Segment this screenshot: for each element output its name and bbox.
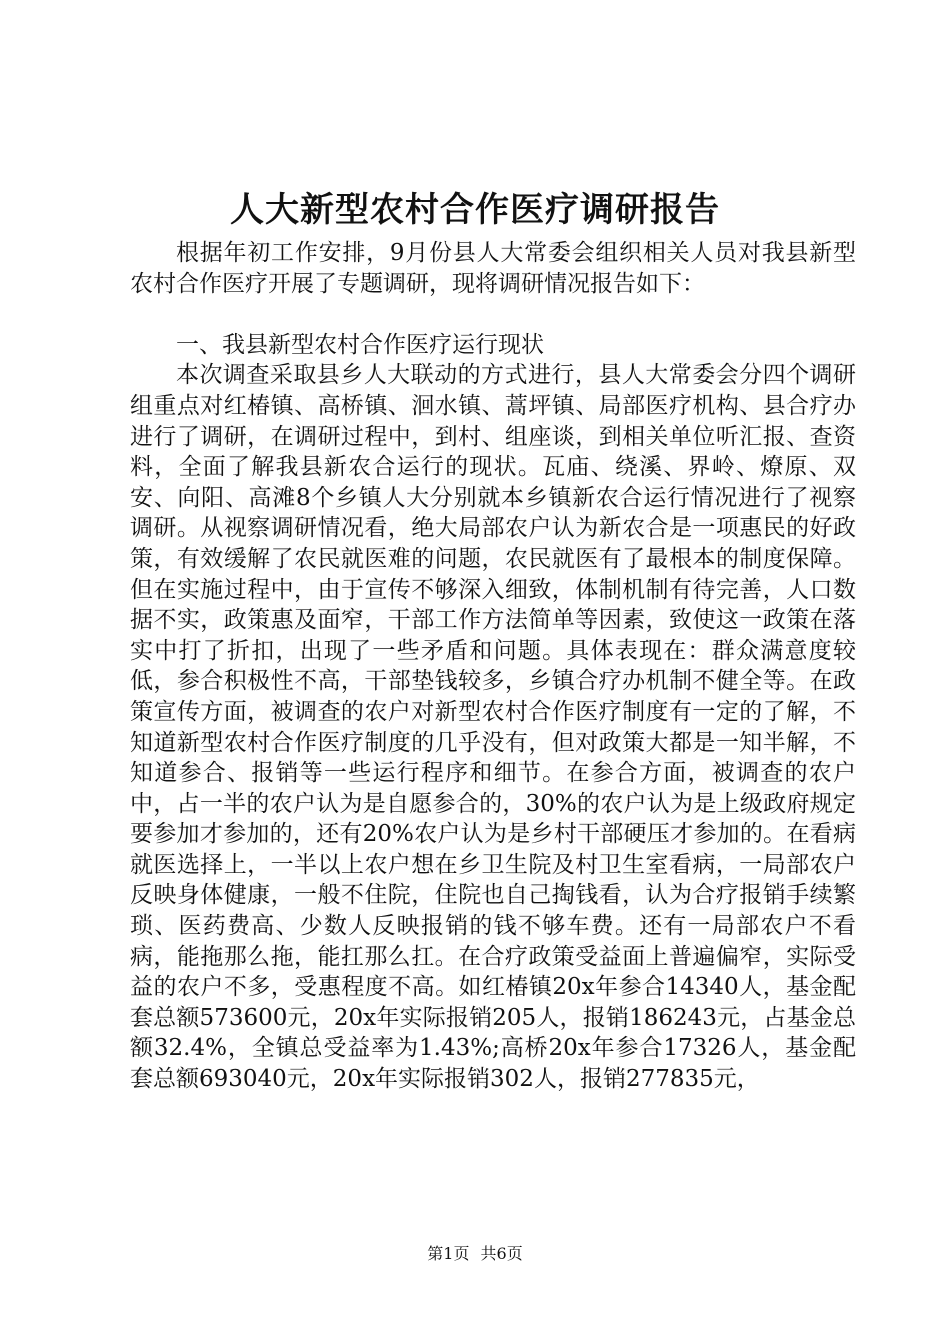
intro-paragraph: 根据年初工作安排，9月份县人大常委会组织相关人员对我县新型农村合作医疗开展了专题调研，现将调研情况报告如下： bbox=[130, 240, 856, 297]
page-footer bbox=[0, 1242, 950, 1266]
section-heading: 一、我县新型农村合作医疗运行现状 bbox=[176, 331, 544, 358]
document-title: 人大新型农村合作医疗调研报告 bbox=[230, 190, 720, 230]
page-total: 共6页 bbox=[480, 1244, 523, 1263]
page-number: 第1页 bbox=[427, 1244, 470, 1263]
section-body-paragraph: 本次调查采取县乡人大联动的方式进行，县人大常委会分四个调研组重点对红椿镇、高桥镇、洄水镇、蒿坪镇、局部医疗机构、县合疗办进行了调研，在调研过程中，到村、组座谈，到相关单位听汇报、查资料，全面了解我县新农合运行的现状。瓦庙、绕溪、界岭、燎原、双安、向阳、高滩8个乡镇人大分别就本乡镇新农合运行情况进行了视察调研。从视察调研情况看，绝大局部农户认为新农合是一项惠民的好政策，有效缓解了农民就医难的问题，农民就医有了最根本的制度保障。但在实施过程中，由于宣传不够深入细致，体制机制有待完善，人口数据不实，政策惠及面窄，干部工作方法简单等因素，致使这一政策在落实中打了折扣，出现了一些矛盾和问题。具体表现在：群众满意度较低，参合积极性不高，干部垫钱较多，乡镇合疗办机制不健全等。在政策宣传方面，被调查的农户对新型农村合作医疗制度有一定的了解，不知道新型农村合作医疗制度的几乎没有，但对政策大都是一知半解，不知道参合、报销等一些运行程序和细节。在参合方面，被调查的农户中，占一半的农户认为是自愿参合的，30%的农户认为是上级政府规定要参加才参加的，还有20%农户认为是乡村干部硬压才参加的。在看病就医选择上，一半以上农户想在乡卫生院及村卫生室看病，一局部农户反映身体健康，一般不住院，住院也自己掏钱看，认为合疗报销手续繁琐、医药费高、少数人反映报销的钱不够车费。还有一局部农户不看病，能拖那么拖，能扛那么扛。在合疗政策受益面上普遍偏窄，实际受益的农户不多，受惠程度不高。如红椿镇20x年参合14340人，基金配套总额573600元，20x年实际报销205人，报销186243元，占基金总额32.4%，全镇总受益率为1.43%;高桥20x年参合17326人，基金配套总额693040元，20x年实际报销302人，报销277835元， bbox=[130, 362, 856, 1093]
document-body bbox=[130, 238, 856, 1095]
